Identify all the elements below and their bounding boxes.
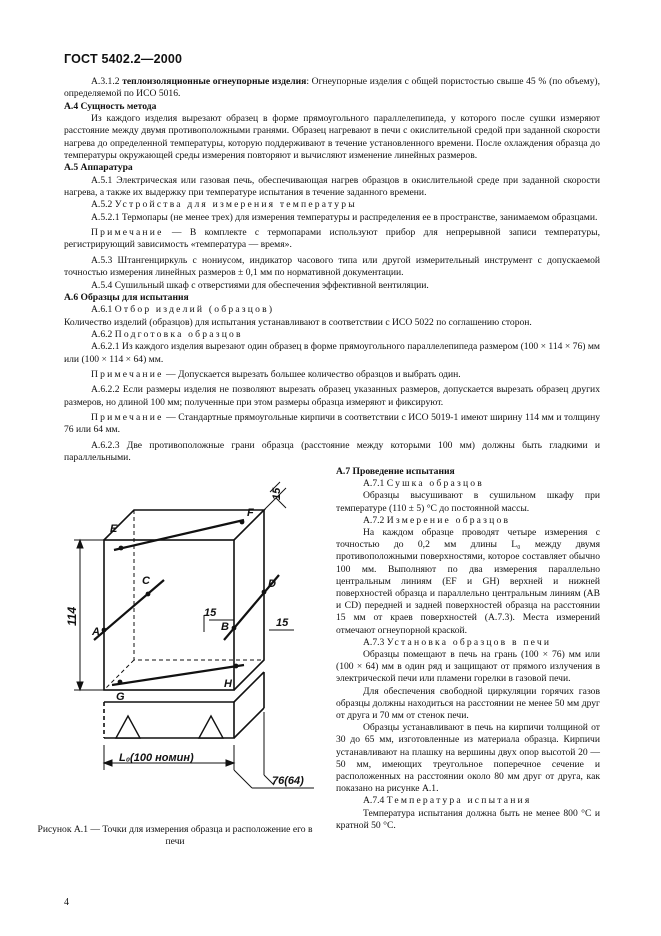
para-a54: А.5.4 Сушильный шкаф с отверстиями для обеспечения эффективной вентиляции. [91, 279, 429, 291]
triangle-supports [116, 716, 223, 738]
label-f: F [247, 507, 254, 519]
para-a623: А.6.2.3 Две противоположные грани образца (расстояние между которыми 100 мм) должны быть гладкими и параллельными. [64, 439, 600, 463]
para-a621: А.6.2.1 Из каждого изделия вырезают один образец в форме прямоугольного параллелепипеда размером (100 × 114 × 76) мм или (100 × 114 × 64) мм. [64, 341, 600, 365]
dim-l0: L₀(100 номин) [119, 752, 194, 764]
term-label: теплоизоляционные огнеупорные изделия [122, 76, 307, 87]
para-a73-text2: Для обеспечения свободной циркуляции горячих газов образцы должны находиться на расстоянии не менее 50 мм друг от друга и 70 мм от стенок печи. [336, 685, 600, 722]
para-a51: А.5.1 Электрическая или газовая печь, обеспечивающая нагрев образцов в окислительной среде при заданной скорости нагрева, а также их выдержку при температуре испытания в течение заданного времени. [64, 174, 600, 199]
note-2: Примечание — Допускается вырезать большее количество образцов и выбрать один. [91, 368, 461, 380]
heading-a5: А.5 Аппаратура [64, 162, 133, 174]
heading-a7: А.7 Проведение испытания [336, 466, 455, 477]
right-column [336, 466, 600, 832]
para-a71: А.7.1 Сушка образцов [363, 478, 485, 490]
specimen-box [104, 510, 264, 690]
para-a4: Из каждого изделия вырезают образец в форме прямоугольного параллелепипеда, у которого после сушки измеряют расстояние между двумя противоположными гранями. Образец нагревают в печи с окислительной средой при заданной скорости нагрева до определенной температуры, которую поддерживают в течение установленного времени. После охлаждения образца до температуры окружающей среды измерения повторяют и вычисляют изменение линейных размеров. [64, 113, 600, 162]
para-a312: А.3.1.2 теплоизоляционные огнеупорные изделия: Огнеупорные изделия с общей пористостью свыше 45 % (по объему), определяемой по ИСО 5016. [64, 76, 600, 100]
para-a622: А.6.2.2 Если размеры изделия не позволяют вырезать образец указанных размеров, допускается вырезать образец других размеров, но длиной 100 мм; полученные при этом размеры образца измеряют и фиксируют. [64, 384, 600, 408]
dim-114: 114 [65, 606, 79, 626]
para-a521: А.5.2.1 Термопары (не менее трех) для измерения температуры и распределения ее в пространстве, занимаемом образцами. [91, 211, 598, 223]
document-header: ГОСТ 5402.2—2000 [64, 52, 183, 66]
figure-a1 [64, 470, 334, 825]
label-e: E [110, 523, 118, 535]
para-a62: А.6.2 Подготовка образцов [91, 328, 243, 340]
label-a: A [92, 626, 100, 638]
right-face [234, 510, 264, 690]
dim-15-right: 15 [276, 617, 289, 629]
para-a73-text1: Образцы помещают в печь на грань (100 × 76) мм или (100 × 64) мм в один ряд и защищают от прямого излучения в электрической печи или пламени горелки в газовой печи. [336, 649, 600, 685]
figure-caption: Рисунок А.1 — Точки для измерения образца и расположение его в печи [37, 824, 313, 848]
para-a61-text: Количество изделий (образцов) для испытания устанавливают в соответствии с ИСО 5022 по соглашению сторон. [64, 316, 532, 328]
para-a73-text3: Образцы устанавливают в печь на кирпичи толщиной от 30 до 65 мм, изготовленные из материала образца. Кирпичи устанавливают на плашку на вершины двух опор высотой 20 — 50 мм, имеющих треугольное поперечное сечение и расположенных на расстоянии около 80 мм друг от друга, как показано на рисунке А.1. [336, 722, 600, 795]
heading-a6: А.6 Образцы для испытания [64, 291, 189, 303]
label-g: G [116, 691, 125, 703]
para-a73: А.7.3 Установка образцов в печи [363, 636, 552, 648]
label-b: B [221, 621, 229, 633]
para-a74-text: Температура испытания должна быть не менее 800 °С и кратной 50 °С. [336, 807, 600, 831]
dim-15-left: 15 [204, 607, 217, 619]
main-text [64, 76, 600, 464]
label-d: D [268, 578, 276, 590]
heading-a4: А.4 Сущность метода [64, 100, 157, 112]
specimen-drawing [64, 470, 334, 825]
para-a72: А.7.2 Измерение образцов [363, 514, 511, 526]
dim-15-top: 15 [271, 487, 283, 500]
dim-76: 76(64) [272, 775, 304, 787]
para-a72-text: На каждом образце проводят четыре измерения с точностью до 0,2 мм длины L₀ между двумя противоположными поверхностями, которое составляет обычно 100 мм. Выполняют по два измерения параллельно центральным линиям (EF и GH) верхней и нижней поверхностей образца и параллельно центральным линиям (AB и CD) передней и задней поверхностей образца на расстоянии 15 мм от краев поверхностей (А.7.3). Места измерений отмечают огнеупорной краской. [336, 527, 600, 636]
para-a71-text: Образцы высушивают в сушильном шкафу при температуре (110 ± 5) °С до постоянной массы. [336, 490, 600, 514]
label-h: H [224, 678, 232, 690]
note-3: Примечание — Стандартные прямоугольные кирпичи в соответствии с ИСО 5019-1 имеют ширину 114 мм и толщину 76 или 64 мм. [64, 411, 600, 436]
para-a53: А.5.3 Штангенциркуль с нониусом, индикатор часового типа или другой измерительный инструмент с допускаемой точностью измерения линейных размеров ± 0,1 мм по нормативной документации. [64, 254, 600, 279]
hidden-edges [104, 510, 264, 690]
para-a52: А.5.2 Устройства для измерения температуры [91, 199, 357, 211]
para-a74: А.7.4 Температура испытания [363, 795, 532, 807]
note-1: Примечание — В комплекте с термопарами используют прибор для непрерывной записи температуры, регистрирующий зависимость «температура — время». [64, 227, 600, 251]
page-number: 4 [64, 897, 69, 908]
para-a61: А.6.1 Отбор изделий (образцов) [91, 304, 275, 316]
label-c: C [142, 575, 150, 587]
top-face [104, 510, 264, 540]
